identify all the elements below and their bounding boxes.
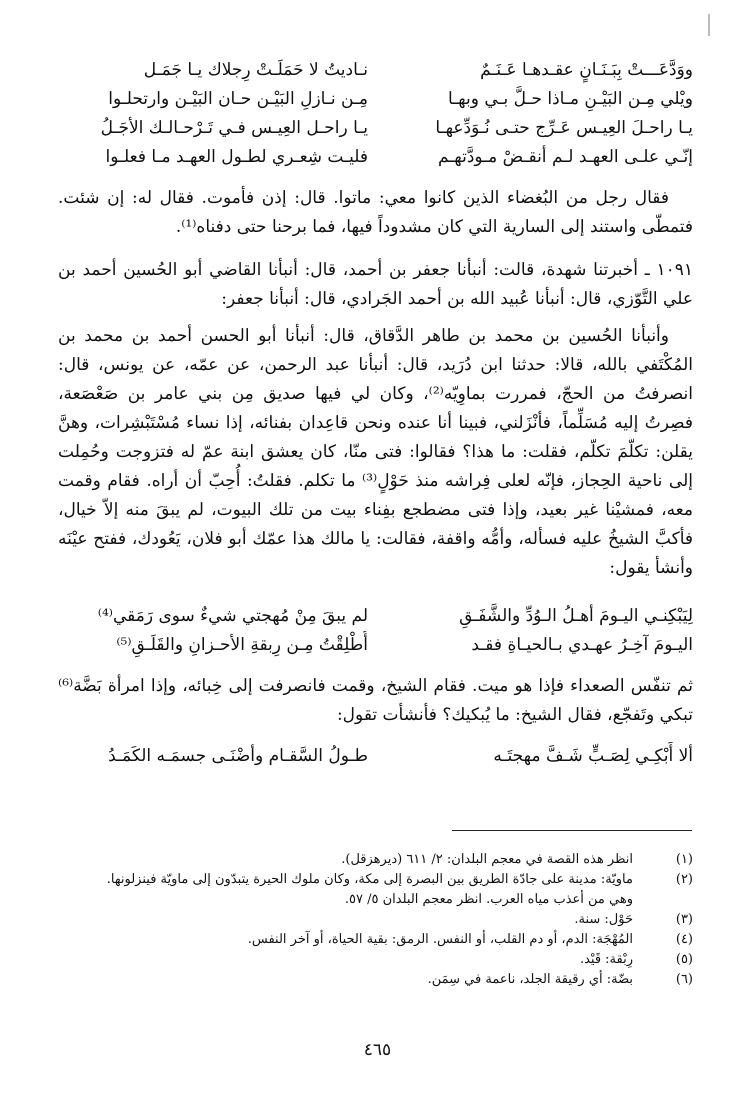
poem-block-1 — [58, 56, 693, 172]
verse-first-hemistich: ووَدَّعَـــتْ بِبَـنَـانٍ عقـدهـا عَـنَـمٌ — [480, 60, 693, 80]
paragraph-1 — [58, 184, 693, 242]
footnotes — [58, 850, 693, 990]
footnote-number: (٢) — [675, 872, 693, 887]
paragraph-2 — [58, 256, 693, 314]
paragraph-text: فقال رجل من البُغضاء الذين كانوا معي: ماتوا. قال: إذن فأموت. فقال له: إن شئت. فتمطّى واستند إلى السارية التي كان مشدوداً فيها، فما برحنا حتى دفناه⁽¹⁾. — [58, 188, 693, 237]
verse-first-hemistich: اليـومَ آخِـرُ عهـدي بـالحيـاةِ فقـد — [471, 635, 693, 655]
verse-second-hemistich: لم يبقَ مِنْ مُهجتي شيءٌ سوى رَمَقي⁽⁴⁾ — [97, 606, 368, 626]
footnote — [58, 910, 693, 930]
corner-mark — [708, 14, 710, 36]
verse-first-hemistich: ويْلي مِـن البَيْـنِ مـاذا حـلَّ بـي وبهـا — [447, 89, 693, 109]
verse-first-hemistich: يـا راحـلَ العِيـس عَـرِّج حتـى نُـوَدِّعهـا — [435, 118, 693, 138]
footnote-number: (٣) — [675, 912, 693, 927]
verse-second-hemistich: طـولُ السَّقـام وأضْنَـى جسمَـه الكَمَـدُ — [108, 746, 368, 766]
footnote-text: المُهْجَة: الدم، أو دم القلب، أو النفس. الرمق: بقية الحياة، أو آخر النفس. — [247, 932, 633, 947]
footnote-text: رِبْقة: قَيْد. — [579, 952, 633, 967]
paragraph-4 — [58, 672, 693, 730]
footnote — [58, 850, 693, 870]
footnote-number: (٥) — [675, 952, 693, 967]
footnote-text: بضّة: أي رقيقة الجلد، ناعمة في سِمَن. — [427, 972, 633, 987]
poem-block-3 — [58, 742, 693, 771]
footnote-number: (١) — [675, 852, 693, 867]
footnote-divider — [452, 830, 692, 831]
verse-second-hemistich: يـا راحـل العِيـس فـي تَـرْحـالـك الأجَـلُ — [100, 118, 368, 138]
paragraph-text: وأنبأنا الحُسين بن محمد بن طاهر الدَّقاق، قال: أنبأنا أبو الحسن أحمد بن محمد بن المُكْتَفي بالله، قالا: حدثنا ابن دُرَيد، قال: أنبأنا عبد الرحمن، عن عمّه، عن يونس، قال: انصرفتُ من الحجّ، فمررت بماوِيّه⁽²⁾، وكان لي فيها صديق مِن بني عامر بن صَعْصَعة، فصِرتُ إليه مُسَلِّماً، فأنْزَلني، فبينا أنا عنده ونحن قاعِدان بفنائه، إذا نساء مُسْتَبْشِرات، وهنَّ يقلن: تكلّمَ تكلّم، فقلت: ما هذا؟ فقالوا: فتى منّا، كان يعشق ابنة عمّ له فتزوجت وحُمِلت إلى ناحية الحِجاز، فإنّه لعلى فِراشه منذ حَوْلٍ⁽³⁾ ما تكلم. فقلتُ: أُحِبّ أن أراه. فقام وقمت معه، فمشيْنا غير بعيد، وإذا فتى مضطجع بفِناء بيت من تلك البيوت، لم يبقَ منه إلاّ خيال، فأكبَّ الشيخُ عليه فسأله، وأمُّه واقفة، فقالت: يا مالك هذا عمّك أبو فلان، يَعُودك، ففتح عيْنَه وأنشأ يقول: — [58, 326, 693, 578]
verse-line — [58, 56, 693, 85]
verse-line — [58, 742, 693, 771]
verse-first-hemistich: لِيَبْكِنـي اليـومَ أهـلُ الـوُدِّ والشَّفَـقِ — [459, 606, 693, 626]
verse-first-hemistich: ألا أَبْكِـي لِصَـبٍّ شَـفَّ مهجتَـه — [493, 746, 693, 766]
paragraph-text: ١٠٩١ ـ أخبرتنا شهدة، قالت: أنبأنا جعفر بن أحمد، قال: أنبأنا القاضي أبو الحُسين أحمد بن علي التَّوّزي، قال: أنبأنا عُبيد الله بن أحمد الجَرادي، قال: أنبأنا جعفر: — [58, 260, 693, 309]
footnote-text-block — [58, 870, 633, 910]
poem-block-2 — [58, 602, 693, 660]
footnote-text: انظر هذه القصة في معجم البلدان: ٢/ ٦١١ (ديرهزقل). — [341, 852, 633, 867]
paragraph-text: ثم تنفّس الصعداء فإذا هو ميت. فقام الشيخ، وقمت فانصرفت إلى خِبائه، وإذا امرأة بَضَّة⁽⁶⁾ تبكي وتَفجّع، فقال الشيخ: ما يُبكيك؟ فأنشأت تقول: — [58, 676, 693, 725]
footnote — [58, 930, 693, 950]
footnote — [58, 870, 693, 910]
verse-second-hemistich: نـاديتُ لا حَمَلَـتْ رِجلاك يـا جَمَـل — [143, 60, 368, 80]
verse-second-hemistich: مِـن نـازلِ البَيْـن حـان البَيْـن وارتحلـوا — [108, 89, 368, 109]
footnote-text-continued: وهي من أعذب مياه العرب. انظر معجم البلدان ٥/ ٥٧. — [344, 892, 633, 907]
page-number: ٤٦٥ — [363, 1040, 392, 1060]
verse-line — [58, 114, 693, 143]
verse-line — [58, 143, 693, 172]
verse-first-hemistich: إنّـي علـى العهـد لـم أنقـضْ مـودَّتهـم — [437, 147, 693, 167]
verse-line — [58, 631, 693, 660]
verse-second-hemistich: أُطْلِقْتُ مِـن رِبقةِ الأحـزانِ والقَلَـقِ⁽⁵⁾ — [116, 635, 368, 655]
footnote-number: (٤) — [675, 932, 693, 947]
footnote-text: حَوْل: سنة. — [574, 912, 633, 927]
footnote — [58, 970, 693, 990]
verse-second-hemistich: فليـت شِعـري لطـول العهـد مـا فعلـوا — [105, 147, 368, 167]
footnote-number: (٦) — [675, 972, 693, 987]
verse-line — [58, 85, 693, 114]
footnote-text: ماويّة: مدينة على جادّة الطريق بين البصرة إلى مكة، وكان ملوك الحيرة يتبدّون إلى ماويّة فينزلونها. — [106, 872, 633, 887]
paragraph-3 — [58, 322, 693, 583]
footnote — [58, 950, 693, 970]
verse-line — [58, 602, 693, 631]
